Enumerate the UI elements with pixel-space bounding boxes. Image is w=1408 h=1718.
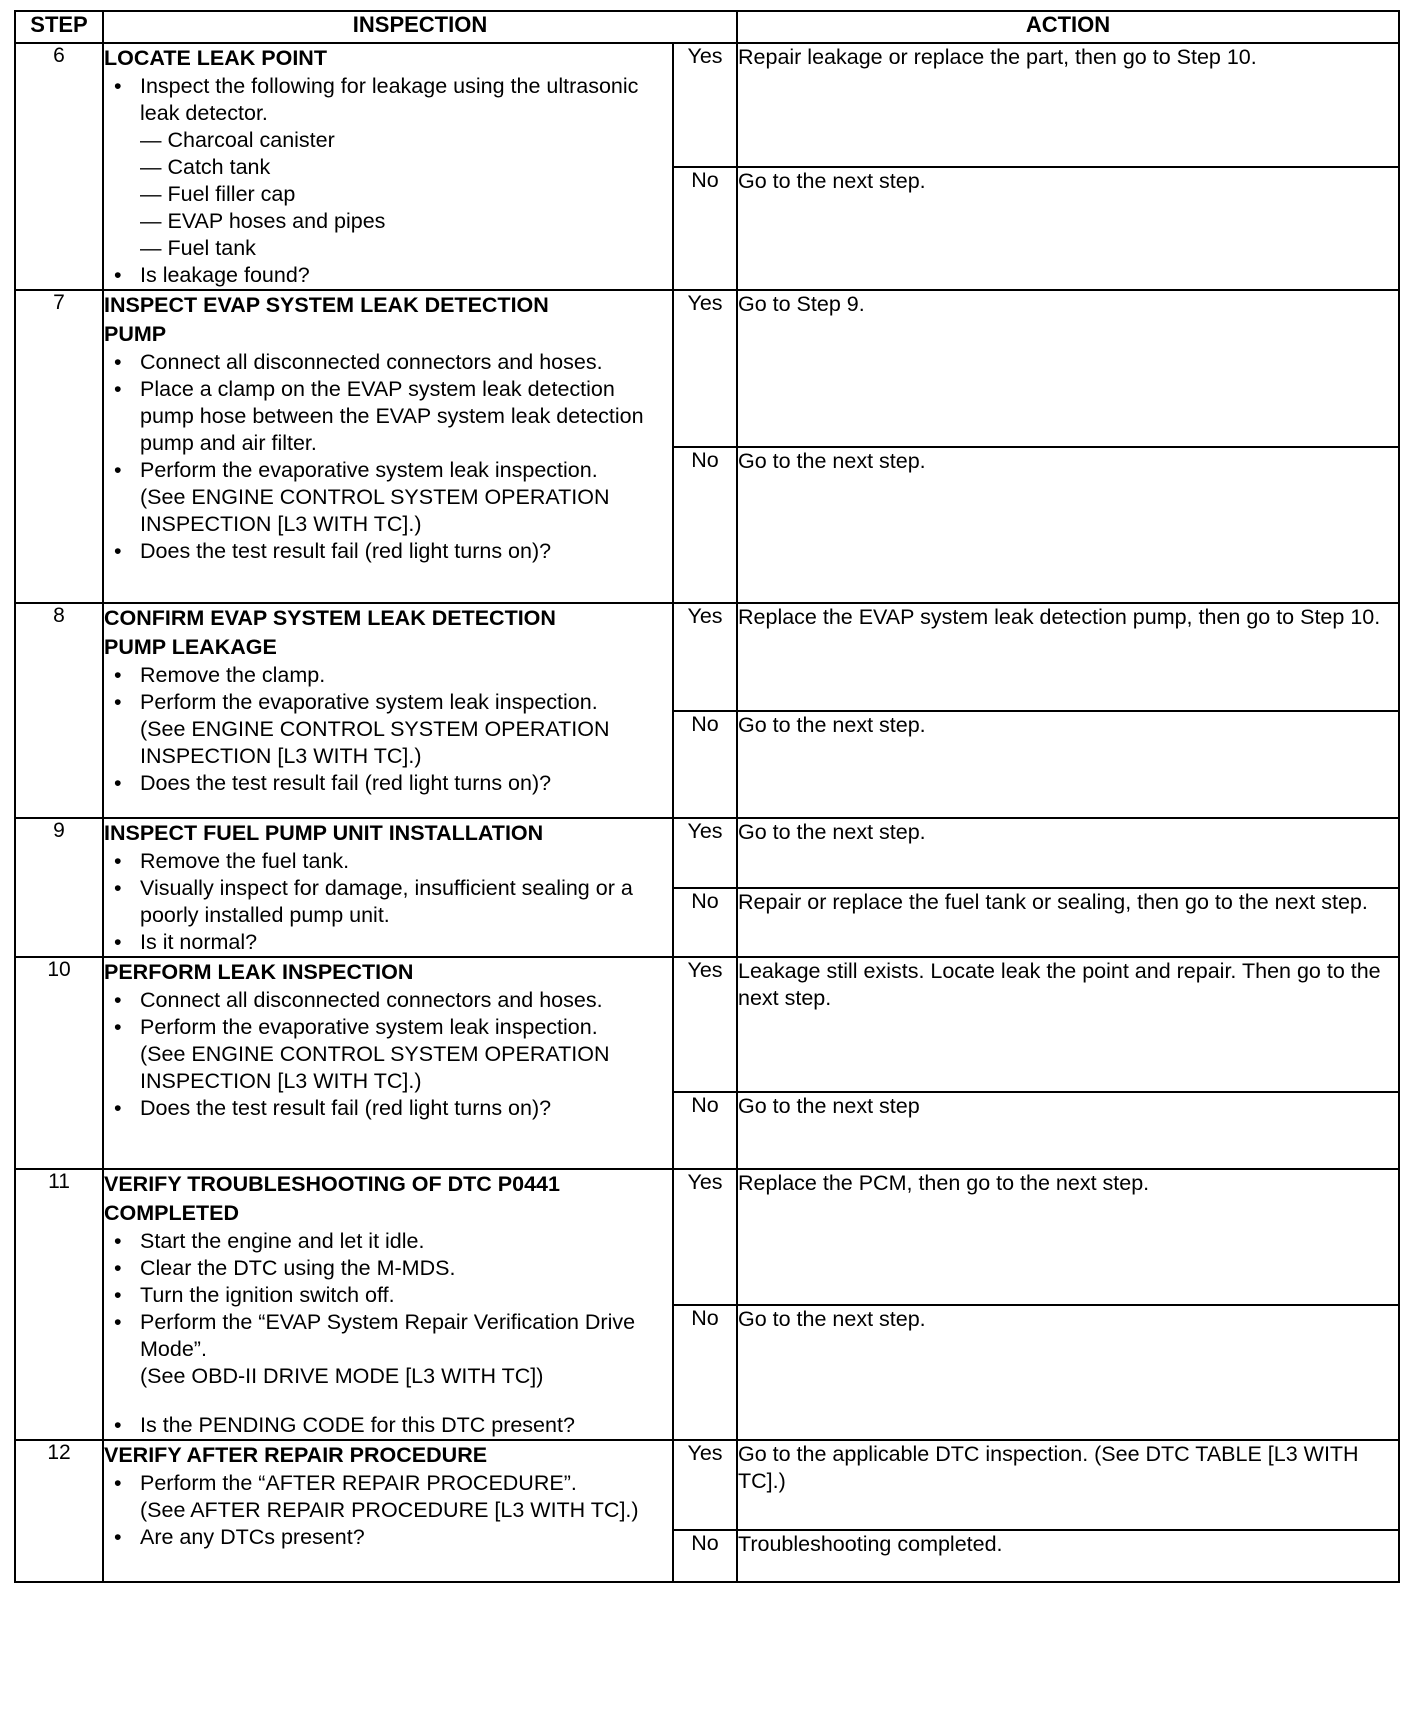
- bullet-text: Perform the “EVAP System Repair Verification Drive Mode”.: [140, 1310, 636, 1361]
- inspection-bullets: [104, 1470, 672, 1551]
- bullet-text: Start the engine and let it idle.: [140, 1229, 425, 1253]
- inspection-bullet: [104, 1095, 672, 1122]
- inspection-bullet: [104, 848, 672, 875]
- inspection-cell: [103, 818, 673, 957]
- troubleshooting-table: [14, 10, 1400, 1583]
- inspection-bullet: [104, 689, 672, 716]
- no-action: Go to the next step: [737, 1092, 1399, 1169]
- bullet-text: Remove the clamp.: [140, 663, 326, 687]
- inspection-bullets: [104, 349, 672, 565]
- bullet-subline: — Fuel tank: [140, 236, 256, 260]
- no-action: Go to the next step.: [737, 167, 1399, 291]
- step-number: 9: [15, 818, 103, 957]
- inspection-cell: [103, 957, 673, 1169]
- inspection-bullet: [104, 262, 672, 289]
- yes-action: Leakage still exists. Locate leak the point and repair. Then go to the next step.: [737, 957, 1399, 1092]
- spacer: [104, 1390, 672, 1412]
- no-label: No: [673, 1305, 737, 1441]
- troubleshooting-sheet: [14, 10, 1398, 1583]
- bullet-subline: — Fuel filler cap: [140, 182, 296, 206]
- bullet-text: Inspect the following for leakage using the ultrasonic leak detector.: [140, 74, 639, 125]
- bullet-subline: (See ENGINE CONTROL SYSTEM OPERATION INSPECTION [L3 WITH TC].): [140, 717, 610, 768]
- inspection-header: INSPECTION: [103, 11, 737, 43]
- bullet-text: Visually inspect for damage, insufficient sealing or a poorly installed pump unit.: [140, 876, 633, 927]
- bullet-text: Is leakage found?: [140, 263, 310, 287]
- inspection-title: COMPLETED: [104, 1201, 239, 1225]
- inspection-bullet: [104, 349, 672, 376]
- step-number: 6: [15, 43, 103, 290]
- bullet-subline: (See AFTER REPAIR PROCEDURE [L3 WITH TC].): [140, 1498, 639, 1522]
- inspection-bullet: [104, 73, 672, 127]
- inspection-bullets: [104, 848, 672, 956]
- bullet-text: Connect all disconnected connectors and hoses.: [140, 988, 603, 1012]
- bullet-text: Does the test result fail (red light turns on)?: [140, 539, 552, 563]
- table-row: [15, 1440, 1399, 1530]
- inspection-bullet: [104, 929, 672, 956]
- inspection-bullet: [104, 770, 672, 797]
- inspection-title: VERIFY TROUBLESHOOTING OF DTC P0441: [104, 1172, 560, 1196]
- yes-label: Yes: [673, 603, 737, 711]
- step-number: 12: [15, 1440, 103, 1582]
- table-row: [15, 43, 1399, 167]
- step-header: STEP: [15, 11, 103, 43]
- inspection-title: CONFIRM EVAP SYSTEM LEAK DETECTION: [104, 606, 556, 630]
- step-number: 10: [15, 957, 103, 1169]
- step-number: 11: [15, 1169, 103, 1440]
- inspection-bullet: [104, 1228, 672, 1255]
- inspection-cell: [103, 43, 673, 290]
- inspection-bullet: [104, 662, 672, 689]
- inspection-title: INSPECT EVAP SYSTEM LEAK DETECTION: [104, 293, 549, 317]
- inspection-bullet: [104, 1282, 672, 1309]
- yes-action: Repair leakage or replace the part, then go to Step 10.: [737, 43, 1399, 167]
- inspection-bullet: [104, 376, 672, 457]
- bullet-text: Perform the evaporative system leak inspection.: [140, 690, 598, 714]
- step-number: 8: [15, 603, 103, 818]
- no-label: No: [673, 711, 737, 819]
- bullet-subline: (See ENGINE CONTROL SYSTEM OPERATION INSPECTION [L3 WITH TC].): [140, 485, 610, 536]
- table-row: [15, 1169, 1399, 1305]
- yes-action: Go to Step 9.: [737, 290, 1399, 447]
- no-action: Go to the next step.: [737, 447, 1399, 604]
- yes-action: Go to the next step.: [737, 818, 1399, 888]
- inspection-title: LOCATE LEAK POINT: [104, 46, 327, 70]
- inspection-title: PERFORM LEAK INSPECTION: [104, 960, 414, 984]
- yes-label: Yes: [673, 290, 737, 447]
- inspection-title: VERIFY AFTER REPAIR PROCEDURE: [104, 1443, 488, 1467]
- inspection-bullet: [104, 538, 672, 565]
- bullet-subline: — Catch tank: [140, 155, 271, 179]
- yes-action: Go to the applicable DTC inspection. (See DTC TABLE [L3 WITH TC].): [737, 1440, 1399, 1530]
- bullet-text: Remove the fuel tank.: [140, 849, 350, 873]
- inspection-title: PUMP LEAKAGE: [104, 635, 277, 659]
- no-label: No: [673, 1530, 737, 1582]
- inspection-bullets: [104, 662, 672, 797]
- bullet-subline: (See OBD-II DRIVE MODE [L3 WITH TC]): [140, 1364, 544, 1388]
- no-action: Repair or replace the fuel tank or sealing, then go to the next step.: [737, 888, 1399, 958]
- header-row: [15, 11, 1399, 43]
- yes-action: Replace the EVAP system leak detection pump, then go to Step 10.: [737, 603, 1399, 711]
- inspection-bullet: [104, 1309, 672, 1363]
- bullet-text: Is it normal?: [140, 930, 258, 954]
- bullet-subline: (See ENGINE CONTROL SYSTEM OPERATION INSPECTION [L3 WITH TC].): [140, 1042, 610, 1093]
- action-header: ACTION: [737, 11, 1399, 43]
- inspection-bullet: [104, 1524, 672, 1551]
- inspection-cell: [103, 1169, 673, 1440]
- bullet-text: Perform the evaporative system leak inspection.: [140, 1015, 598, 1039]
- yes-label: Yes: [673, 1169, 737, 1305]
- yes-label: Yes: [673, 1440, 737, 1530]
- no-label: No: [673, 167, 737, 291]
- bullet-subline: — EVAP hoses and pipes: [140, 209, 386, 233]
- bullet-text: Place a clamp on the EVAP system leak detection pump hose between the EVAP system leak detection pump and air filter.: [140, 377, 644, 455]
- bullet-text: Clear the DTC using the M-MDS.: [140, 1256, 456, 1280]
- yes-label: Yes: [673, 818, 737, 888]
- bullet-text: Connect all disconnected connectors and hoses.: [140, 350, 603, 374]
- bullet-subline: — Charcoal canister: [140, 128, 335, 152]
- no-action: Go to the next step.: [737, 1305, 1399, 1441]
- table-row: [15, 818, 1399, 888]
- bullet-text: Is the PENDING CODE for this DTC present?: [140, 1413, 575, 1437]
- yes-label: Yes: [673, 43, 737, 167]
- table-row: [15, 957, 1399, 1092]
- inspection-title: INSPECT FUEL PUMP UNIT INSTALLATION: [104, 821, 544, 845]
- inspection-title: PUMP: [104, 322, 167, 346]
- inspection-bullet: [104, 987, 672, 1014]
- bullet-text: Does the test result fail (red light turns on)?: [140, 771, 552, 795]
- step-number: 7: [15, 290, 103, 603]
- inspection-cell: [103, 1440, 673, 1582]
- inspection-bullets: [104, 1228, 672, 1439]
- no-label: No: [673, 447, 737, 604]
- yes-action: Replace the PCM, then go to the next step.: [737, 1169, 1399, 1305]
- inspection-bullet: [104, 875, 672, 929]
- bullet-text: Are any DTCs present?: [140, 1525, 365, 1549]
- inspection-bullet: [104, 457, 672, 484]
- inspection-bullets: [104, 73, 672, 289]
- no-label: No: [673, 1092, 737, 1169]
- bullet-text: Perform the evaporative system leak inspection.: [140, 458, 598, 482]
- inspection-bullets: [104, 987, 672, 1122]
- bullet-text: Turn the ignition switch off.: [140, 1283, 395, 1307]
- table-row: [15, 603, 1399, 711]
- bullet-text: Perform the “AFTER REPAIR PROCEDURE”.: [140, 1471, 577, 1495]
- inspection-bullet: [104, 1014, 672, 1041]
- inspection-bullet: [104, 1470, 672, 1497]
- inspection-bullet: [104, 1412, 672, 1439]
- bullet-text: Does the test result fail (red light turns on)?: [140, 1096, 552, 1120]
- inspection-cell: [103, 290, 673, 603]
- inspection-cell: [103, 603, 673, 818]
- table-row: [15, 290, 1399, 447]
- yes-label: Yes: [673, 957, 737, 1092]
- no-action: Go to the next step.: [737, 711, 1399, 819]
- inspection-bullet: [104, 1255, 672, 1282]
- table-body: [15, 43, 1399, 1582]
- no-action: Troubleshooting completed.: [737, 1530, 1399, 1582]
- no-label: No: [673, 888, 737, 958]
